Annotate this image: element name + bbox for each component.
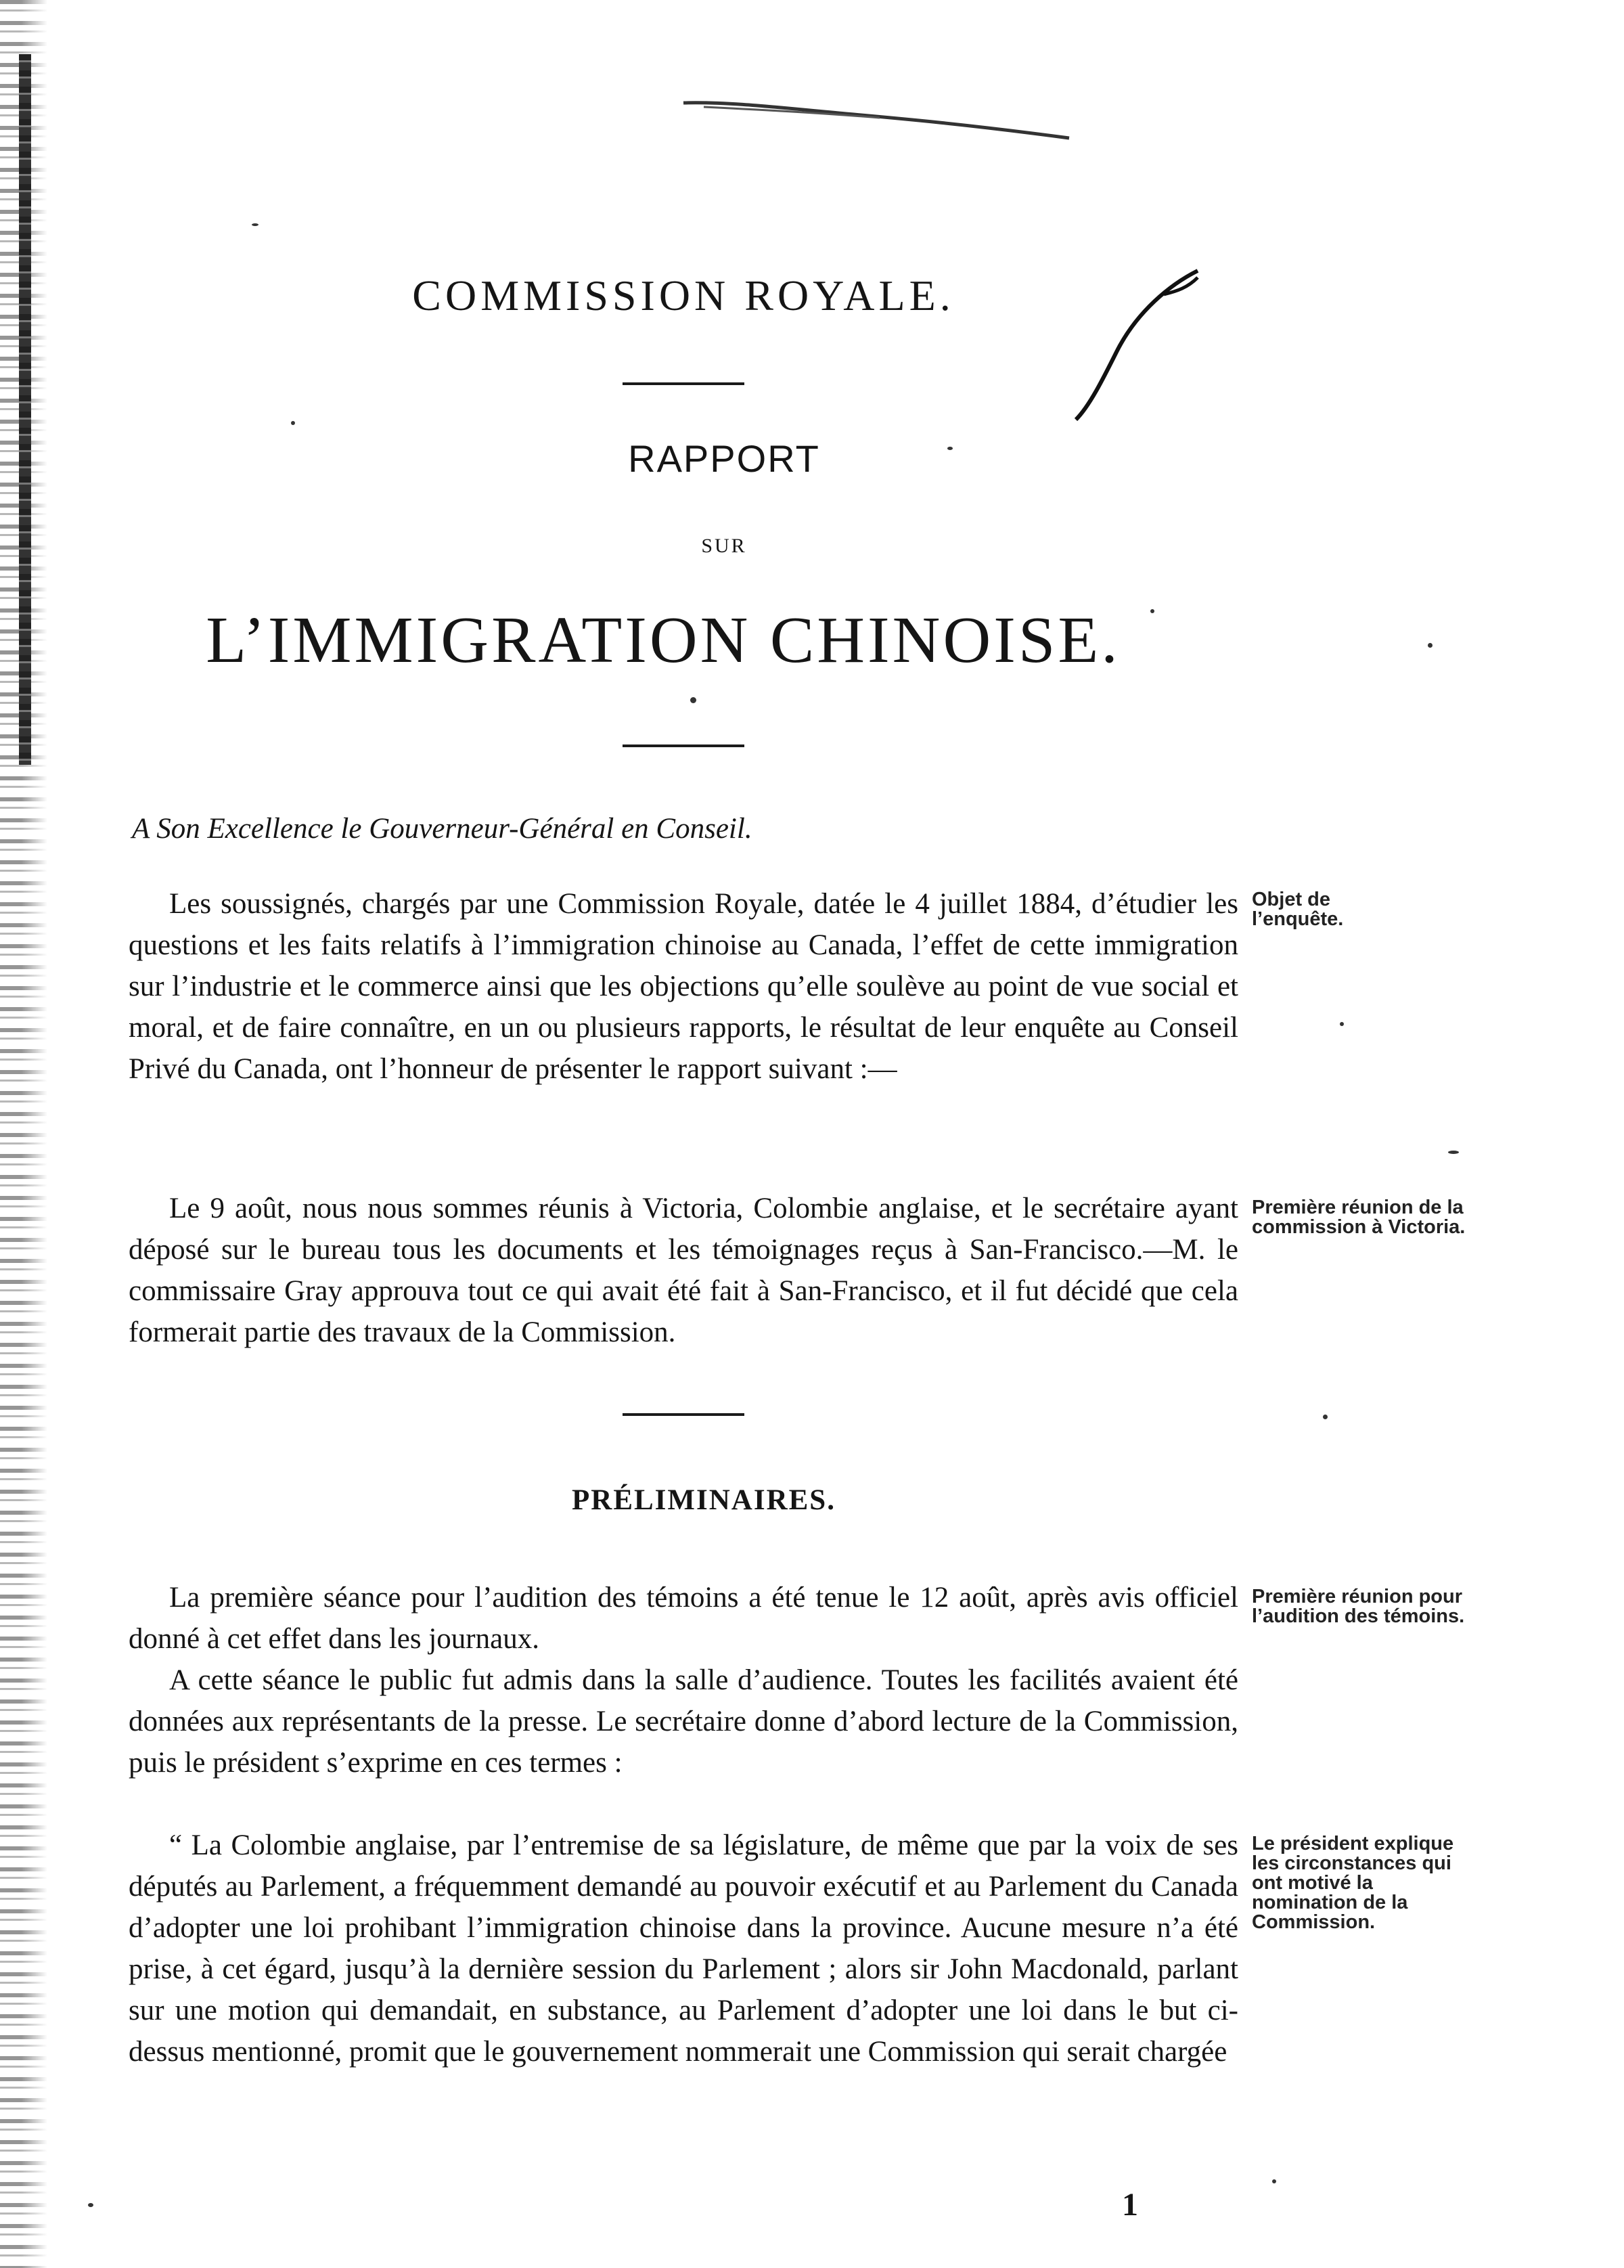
scan-speck	[1428, 643, 1433, 648]
scan-speck	[1150, 609, 1154, 613]
scan-speck	[291, 421, 295, 425]
salutation: A Son Excellence le Gouverneur-Général en Conseil.	[132, 813, 752, 845]
divider-rule	[623, 1413, 744, 1416]
section-heading: PRÉLIMINAIRES.	[572, 1484, 836, 1516]
divider-rule	[623, 382, 744, 385]
scan-speck	[252, 223, 258, 226]
scan-speck	[1448, 1151, 1459, 1154]
divider-rule	[623, 744, 744, 747]
scan-speck	[1340, 1022, 1344, 1026]
binding-shadow	[19, 54, 31, 765]
report-label: RAPPORT	[628, 437, 820, 480]
header-title: COMMISSION ROYALE.	[412, 271, 955, 319]
scan-speck	[690, 697, 696, 703]
body-paragraph: Le 9 août, nous nous sommes réunis à Victoria, Colombie anglaise, et le secrétaire ayant déposé sur le bureau tous les documents et les témoignages reçus à San-Francisco.—M. le commissaire Gray approuva tout ce qui avait été fait à San-Francisco, et il fut décidé que cela formerait partie des travaux de la Commission.	[129, 1193, 1238, 1348]
body-paragraph: “ La Colombie anglaise, par l’entremise de sa législature, de même que par la voix de ses députés au Parlement, a fréquemment demandé au pouvoir exécutif et au Parlement du Canada d’adopter une loi prohibant l’immigration chinoise dans la province. Aucune mesure n’a été prise, à cet égard, jusqu’à la dernière session du Parlement ; alors sir John Macdonald, parlant sur une motion qui demandait, en substance, au Parlement d’adopter une loi dans le but ci-dessus mentionné, promit que le gouvernement nommerait une Commission qui serait chargée	[129, 1829, 1238, 2068]
margin-note: Première réunion de la commission à Victoria.	[1252, 1197, 1466, 1238]
margin-note: Première réunion pour l’audition des témoins.	[1252, 1586, 1465, 1627]
scan-speck	[947, 447, 953, 450]
page-number: 1	[1122, 2187, 1138, 2223]
margin-note: Objet de l’enquête.	[1252, 889, 1344, 930]
scan-speck	[1272, 2179, 1276, 2183]
body-paragraph: Les soussignés, chargés par une Commission Royale, datée le 4 juillet 1884, d’étudier les questions et les faits relatifs à l’immigration chinoise au Canada, l’effet de cette immigration sur l’industrie et le commerce ainsi que les objections qu’elle soulève au point de vue social et moral, et de faire connaître, en un ou plusieurs rapports, le résultat de leur enquête au Conseil Privé du Canada, ont l’honneur de présenter le rapport suivant :—	[129, 888, 1238, 1085]
scan-speck	[88, 2203, 93, 2207]
body-paragraph: La première séance pour l’audition des témoins a été tenue le 12 août, après avis officiel donné à cet effet dans les journaux.	[129, 1582, 1238, 1655]
body-paragraph: A cette séance le public fut admis dans la salle d’audience. Toutes les facilités avaient été données aux représentants de la presse. Le secrétaire donne d’abord lecture de la Commission, puis le président s’exprime en ces termes :	[129, 1664, 1238, 1779]
main-title: L’IMMIGRATION CHINOISE.	[206, 604, 1121, 677]
margin-note: Le président explique les circonstances qui ont motivé la nomination de la Commission.	[1252, 1833, 1454, 1933]
scan-speck	[1323, 1415, 1328, 1419]
pencil-stroke-mark	[677, 95, 1096, 149]
report-preposition: SUR	[701, 535, 747, 557]
